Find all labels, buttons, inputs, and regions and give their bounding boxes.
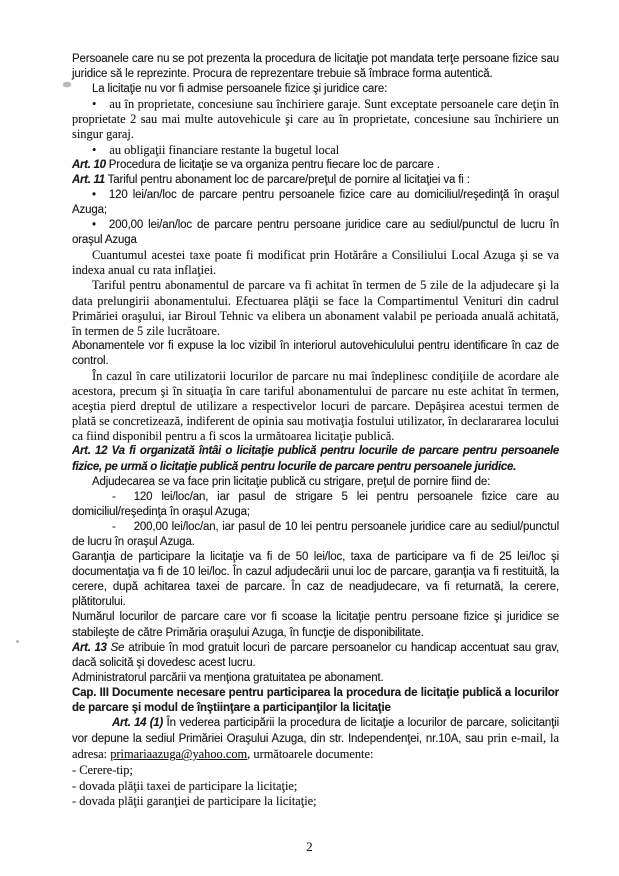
paragraph — [72, 143, 559, 158]
paragraph — [72, 158, 559, 173]
paragraph — [72, 520, 559, 550]
text-segment: Art. 12 Va fi organizată întâi o licitaţie publică pentru locurile de parcare pentru persoanele fizice, pe urmă o licitaţie publică pentru locurile de parcare pentru persoanele juridice. — [72, 445, 559, 473]
text-segment: Cap. III Documente necesare pentru participarea la procedura de licitaţie publică a locurilor de parcare şi modul de înştiinţare a participanţilor la licitaţie — [72, 686, 559, 715]
dash-marker: - — [112, 490, 116, 503]
text-segment: 120 lei/an/loc de parcare pentru persoanele fizice care au domiciliul/reşedinţă în oraşul Azuga; — [72, 188, 559, 216]
text-segment: Art. 11 — [72, 173, 105, 186]
paragraph — [72, 610, 559, 640]
paragraph — [72, 550, 559, 610]
dash-marker: - — [112, 520, 116, 533]
paragraph — [72, 369, 559, 444]
paragraph — [72, 475, 559, 490]
text-segment: Art. 14 (1) — [112, 717, 163, 730]
text-segment: Art. 13 — [72, 641, 107, 654]
paragraph — [72, 339, 559, 369]
text-segment: Tariful pentru abonamentul de parcare va fi achitat în termen de 5 zile de la adjudecare şi la data prelungirii abonamentului. Efectuarea plăţii se face la Compartimentul Venituri din cadrul Primăriei oraşului, iar Biroul Tehnic va elibera un abonament valabil pe perioada anuală achitată, în termen de 5 zile lucrătoare. — [72, 278, 559, 338]
page-number: 2 — [306, 840, 313, 854]
paragraph — [72, 188, 559, 218]
paragraph — [72, 218, 559, 248]
text-segment: , următoarele documente: — [247, 747, 374, 762]
text-segment: Tariful pentru abonament loc de parcare/preţul de pornire al licitaţiei va fi : — [104, 173, 470, 186]
text-segment: Cuantumul acestei taxe poate fi modificat prin Hotărâre a Consiliului Local Azuga şi se va indexa anual cu rata inflaţiei. — [72, 248, 559, 278]
text-segment: - dovada plăţii taxei de participare la licitaţie; — [72, 778, 298, 793]
text-segment: atribuie în mod gratuit locuri de parcare persoanelor cu handicap accentuat sau grav, dacă solicită şi dovedesc acest lucru. — [72, 641, 559, 669]
scan-speck — [16, 640, 19, 643]
paragraph — [72, 641, 559, 671]
paragraph — [72, 173, 559, 188]
paragraph — [72, 97, 559, 142]
text-segment: Procedura de licitaţie se va organiza pentru fiecare loc de parcare . — [105, 158, 440, 171]
paragraph — [72, 52, 559, 82]
text-segment: În cazul în care utilizatorii locurilor de parcare nu mai îndeplinesc condiţiile de acordare ale acestora, precum şi în situaţia în care tariful abonamentului de parcare nu este achitat în termen, aceştia pierd dreptul de utilizare a respectivelor locuri de parcare. Depăşirea acestui termen de plată se concretizează, indiferent de opinia sau motivaţia fostului utilizator, în declarararea locului ca fiind disponibil pentru a fi scos la următoarea licitaţie publică. — [72, 368, 559, 444]
text-segment: În vederea participării la procedura de licitaţie a locurilor de parcare, solicitanţii vor depune la sediul Primăriei Oraşului Azuga, din str. Independenţei, nr.10A, sau — [72, 717, 559, 746]
paragraph — [72, 490, 559, 520]
text-segment: - dovada plăţii garanţiei de participare la licitaţie; — [72, 793, 317, 808]
paragraph — [72, 686, 559, 716]
text-segment: au obligaţii financiare restante la bugetul local — [109, 142, 340, 157]
text-segment: Garanţia de participare la licitaţie va fi de 50 lei/loc, taxa de participare va fi de 25 lei/loc şi documentaţia va fi de 10 lei/loc. În cazul adjudecării unui loc de parcare, garanţia va fi restituită, la cerere, după achitarea taxei de parcare. În caz de neadjudecare, va fi returnată, la cerere, plătitorului. — [72, 551, 559, 609]
text-segment: au în proprietate, concesiune sau închiriere garaje. Sunt exceptate persoanele care deţin în proprietate 2 sau mai multe autovehicule şi care au în proprietate, concesiune sau închiriere un singur garaj. — [72, 97, 559, 142]
text-segment: 200,00 lei/loc/an, iar pasul de 10 lei pentru persoanele juridice care au sediul/punctul de lucru în oraşul Azuga. — [72, 520, 559, 548]
paragraph — [72, 278, 559, 338]
text-segment: Art. 10 — [72, 158, 106, 171]
text-segment: Numărul locurilor de parcare care vor fi scoase la licitaţie pentru persoane fizice şi juridice se stabileşte de către Primăria oraşului Azuga, în funcţie de disponibilitate. — [72, 611, 559, 639]
paragraph — [72, 779, 559, 794]
document-body — [72, 52, 559, 809]
paragraph — [72, 763, 559, 778]
text-segment: Se — [106, 641, 125, 654]
text-segment: Adjudecarea se va face prin licitaţie publică cu strigare, preţul de pornire fiind de: — [92, 475, 491, 488]
paragraph — [72, 248, 559, 278]
paragraph — [72, 794, 559, 809]
bullet-marker: • — [92, 188, 96, 201]
paragraph — [72, 716, 559, 763]
text-segment: prin e-mail, la adresa: — [72, 731, 559, 762]
paragraph — [72, 82, 559, 97]
text-segment: 200,00 lei/an/loc de parcare pentru persoane juridice care au sediul/punctul de lucru în oraşul Azuga — [72, 219, 559, 247]
scan-speck — [63, 82, 71, 87]
bullet-marker: • — [92, 219, 96, 232]
text-segment: La licitaţie nu vor fi admise persoanele fizice şi juridice care: — [92, 83, 388, 96]
text-segment: Administratorul parcării va menţiona gratuitatea pe abonament. — [72, 671, 384, 684]
bullet-marker: • — [92, 97, 97, 112]
text-segment: 120 lei/loc/an, iar pasul de strigare 5 lei pentru persoanele fizice care au domiciliul/reşedinţa în oraşul Azuga; — [72, 490, 559, 518]
bullet-marker: • — [92, 142, 97, 157]
text-segment: - Cerere-tip; — [72, 763, 133, 778]
text-segment: Abonamentele vor fi expuse la loc vizibil în interiorul autovehiculului pentru identificare în caz de control. — [72, 339, 559, 367]
text-segment: Persoanele care nu se pot prezenta la procedura de licitaţie pot mandata terţe persoane fizice sau juridice să le reprezinte. Procura de reprezentare trebuie să îmbrace forma autentică. — [72, 53, 559, 81]
email-link: primariaazuga@yahoo.com — [110, 747, 248, 762]
paragraph — [72, 671, 559, 686]
paragraph — [72, 444, 559, 474]
